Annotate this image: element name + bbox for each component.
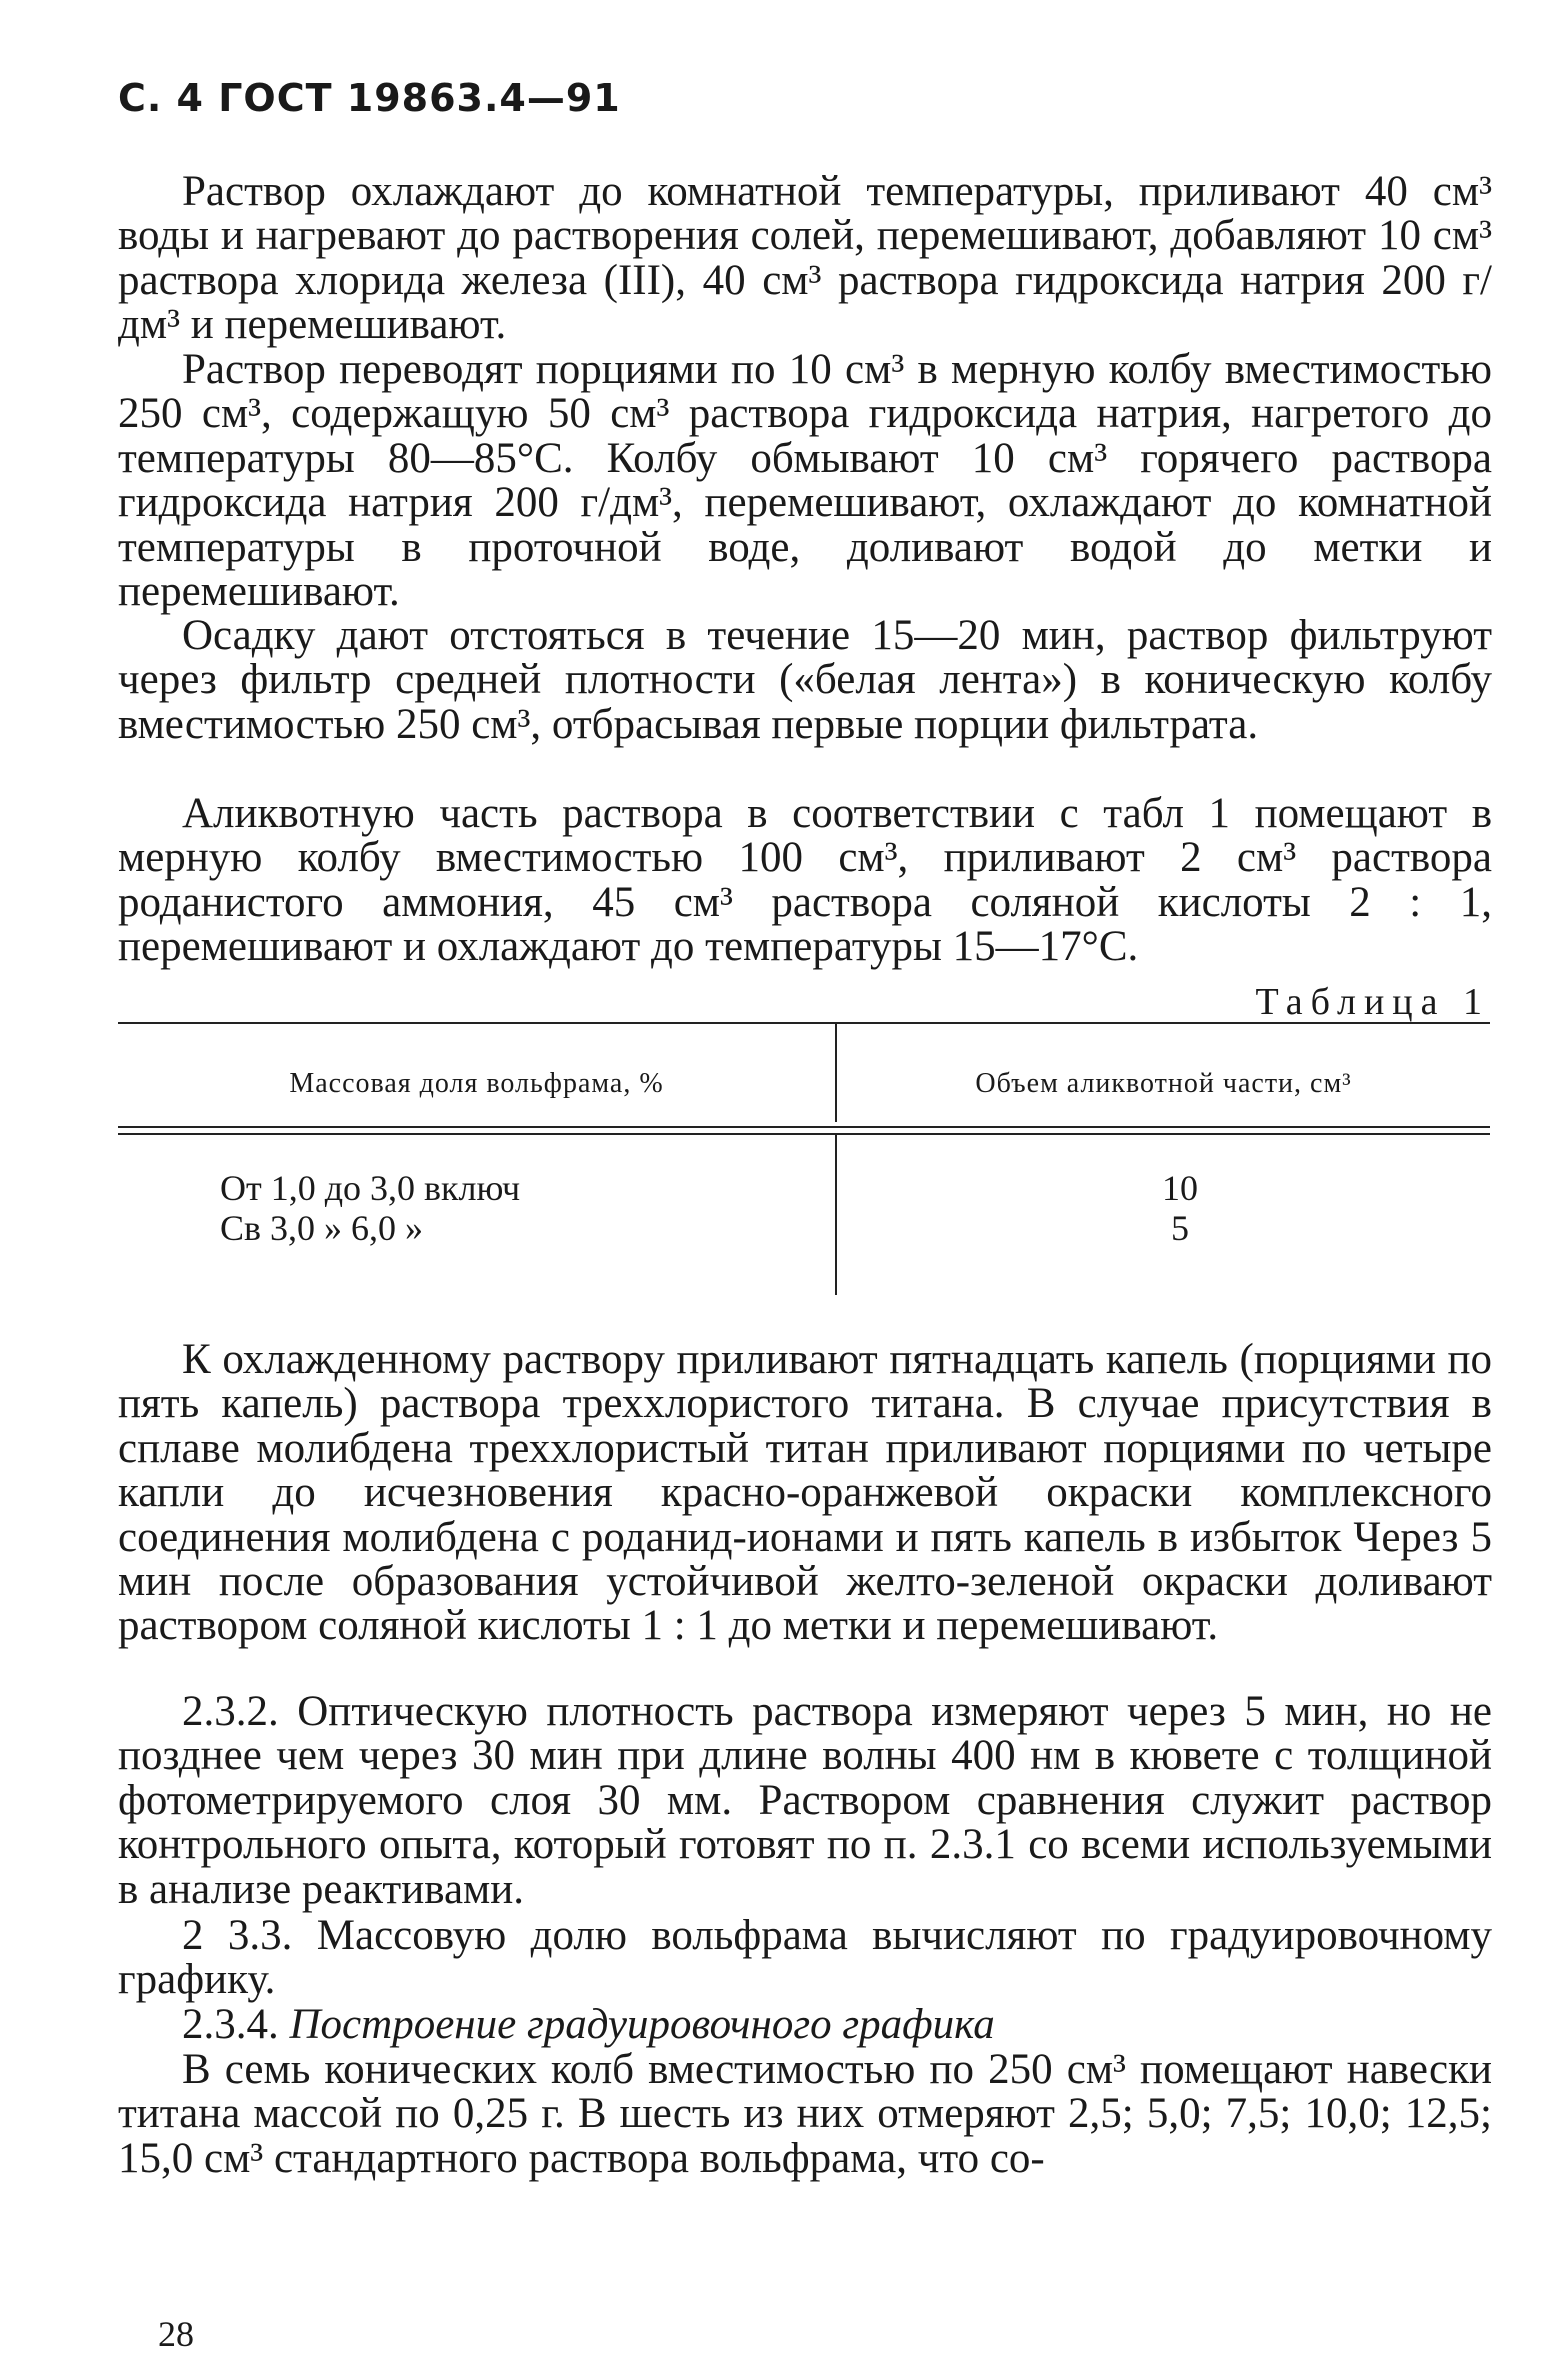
table-header-rule — [118, 1126, 1490, 1128]
table-cell: 10 — [1162, 1168, 1198, 1208]
table-body-divider — [835, 1135, 837, 1295]
paragraph — [118, 614, 1492, 747]
paragraph — [118, 1914, 1492, 2003]
paragraph-text: Осадку дают отстояться в течение 15—20 мин, раствор фильтруют через фильтр средней плотности («белая лента») в коническую колбу вместимостью 250 см³, отбрасывая первые порции фильтрата. — [118, 612, 1492, 748]
paragraph — [118, 2048, 1492, 2181]
table-cell: От 1,0 до 3,0 включ — [220, 1168, 521, 1208]
section-heading — [118, 2003, 1492, 2047]
table-top-rule — [118, 1022, 1490, 1024]
section-number: 2.3.4. — [182, 2001, 279, 2048]
paragraph — [118, 1338, 1492, 1649]
table-header-col2: Объем аликвотной части, см³ — [975, 1068, 1352, 1099]
table-caption: Таблица 1 — [1255, 981, 1490, 1023]
page-number: 28 — [158, 2314, 194, 2354]
table-header-rule-double — [118, 1133, 1490, 1135]
paragraph-text: К охлажденному раствору приливают пятнадцать капель (порциями по пять капель) раствора треххлористого титана. В случае присутствия в сплаве молибдена треххлористый титан приливают порциями по четыре капли до исчезновения красно-оранжевой окраски комплексного соединения молибдена с роданид-ионами и пять капель в избыток Через 5 мин после образования устойчивой желто-зеленой окраски доливают раствором соляной кислоты 1 : 1 до метки и перемешивают. — [118, 1336, 1492, 1650]
paragraph-text: Раствор переводят порциями по 10 см³ в мерную колбу вместимостью 250 см³, содержащую 50 см³ раствора гидроксида натрия, нагретого до температуры 80—85°С. Колбу обмывают 10 см³ горячего раствора гидроксида натрия 200 г/дм³, перемешивают, охлаждают до комнатной температуры в проточной воде, доливают водой до метки и перемешивают. — [118, 346, 1492, 616]
table-cell: 5 — [1171, 1208, 1189, 1248]
table-header-col1: Массовая доля вольфрама, % — [289, 1068, 664, 1099]
paragraph-text: Аликвотную часть раствора в соответствии с табл 1 помещают в мерную колбу вместимостью 100 см³, приливают 2 см³ раствора роданистого аммония, 45 см³ раствора соляной кислоты 2 : 1, перемешивают и охлаждают до температуры 15—17°С. — [118, 790, 1492, 971]
paragraph-text: 2 3.3. Массовую долю вольфрама вычисляют по градуировочному графику. — [118, 1912, 1492, 2004]
paragraph — [118, 1690, 1492, 1912]
paragraph-text: Раствор охлаждают до комнатной температуры, приливают 40 см³ воды и нагревают до растворения солей, перемешивают, добавляют 10 см³ раствора хлорида железа (III), 40 см³ раствора гидроксида натрия 200 г/дм³ и перемешивают. — [118, 168, 1492, 349]
paragraph — [118, 170, 1492, 348]
paragraph — [118, 792, 1492, 970]
page-header: С. 4 ГОСТ 19863.4—91 — [118, 76, 621, 120]
paragraph-text: В семь конических колб вместимостью по 250 см³ помещают навески титана массой по 0,25 г. В шесть из них отмеряют 2,5; 5,0; 7,5; 10,0; 12,5; 15,0 см³ стандартного раствора вольфрама, что со- — [118, 2046, 1492, 2182]
paragraph — [118, 348, 1492, 614]
section-title: Построение градуировочного графика — [289, 2001, 995, 2048]
paragraph-text: 2.3.2. Оптическую плотность раствора измеряют через 5 мин, но не позднее чем через 30 мин при длине волны 400 нм в кювете с толщиной фотометрируемого слоя 30 мм. Раствором сравнения служит раствор контрольного опыта, который готовят по п. 2.3.1 со всеми используемыми в анализе реактивами. — [118, 1688, 1492, 1913]
table-cell: Св 3,0 » 6,0 » — [220, 1208, 424, 1248]
